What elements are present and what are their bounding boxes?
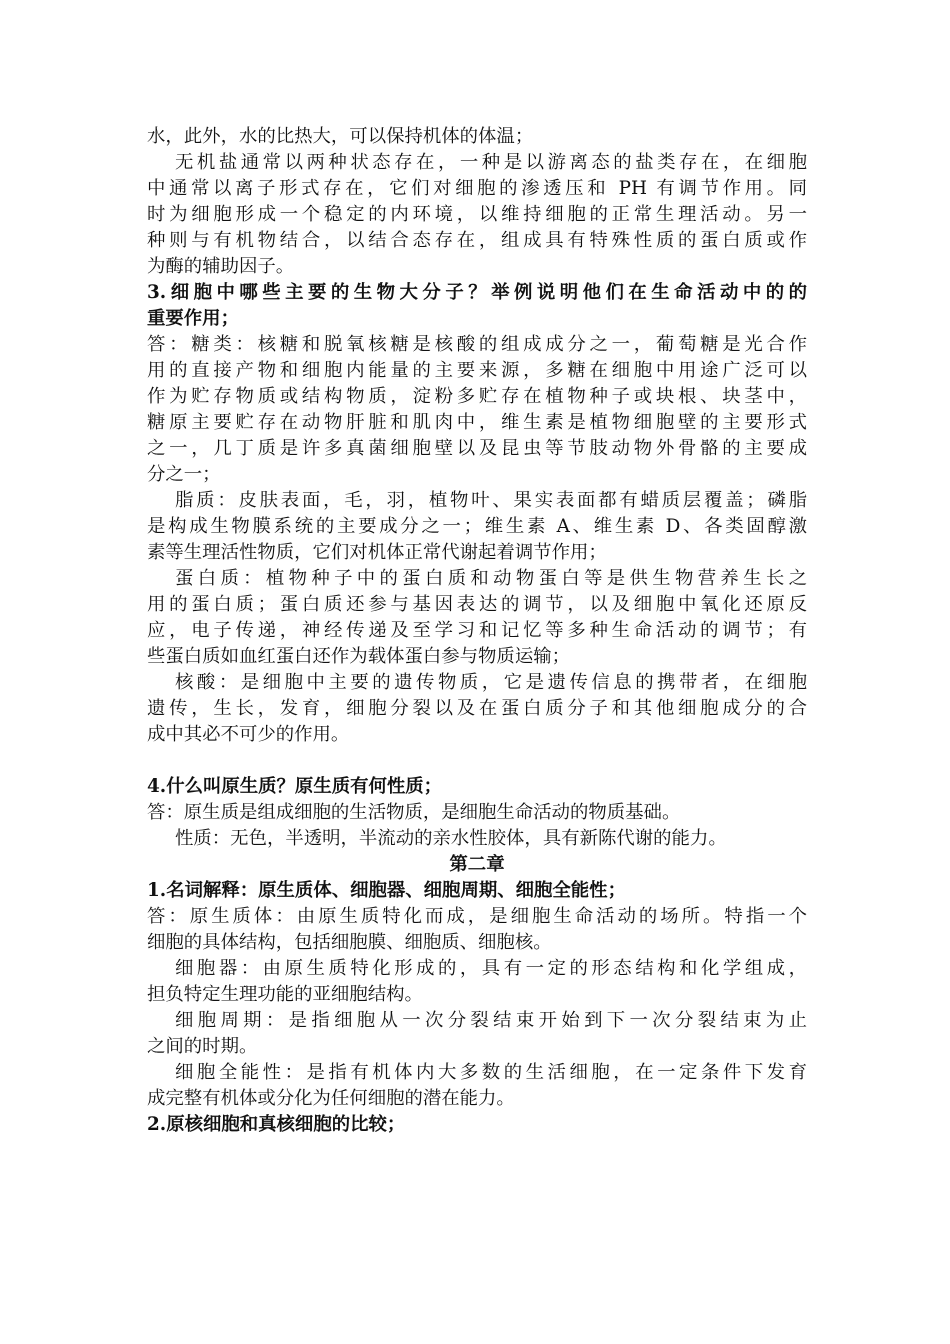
- text-line: 核酸：是细胞中主要的遗传物质，它是遗传信息的携带者，在细胞: [175, 672, 807, 693]
- question-heading: 3.细胞中哪些主要的生物大分子？举例说明他们在生命活动中的的: [147, 282, 807, 303]
- text-line: 糖原主要贮存在动物肝脏和肌肉中，维生素是植物细胞壁的主要形式: [147, 412, 807, 433]
- text-line: 水，此外，水的比热大，可以保持机体的体温；: [147, 126, 534, 147]
- text-line: 时为细胞形成一个稳定的内环境，以维持细胞的正常生理活动。另一: [147, 204, 807, 225]
- question-heading: 1.名词解释：原生质体、细胞器、细胞周期、细胞全能性；: [147, 880, 626, 901]
- text-line: 答：原生质是组成细胞的生活物质，是细胞生命活动的物质基础。: [147, 802, 681, 823]
- text-line: 蛋白质：植物种子中的蛋白质和动物蛋白等是供生物营养生长之: [175, 568, 807, 589]
- text-line: 答：原生质体：由原生质特化而成，是细胞生命活动的场所。特指一个: [147, 906, 807, 927]
- question-heading: 2.原核细胞和真核细胞的比较；: [147, 1114, 406, 1135]
- chapter-title: 第二章: [449, 854, 505, 875]
- question-heading: 4.什么叫原生质？原生质有何性质；: [147, 776, 443, 797]
- text-line: 细胞器：由原生质特化形成的，具有一定的形态结构和化学组成，: [175, 958, 807, 979]
- text-line: 之间的时期。: [147, 1036, 258, 1057]
- blank-line: [147, 748, 807, 774]
- text-line: 细胞周期：是指细胞从一次分裂结束开始到下一次分裂结束为止: [175, 1010, 807, 1031]
- text-line: 作为贮存物质或结构物质，淀粉多贮存在植物种子或块根、块茎中，: [147, 386, 807, 407]
- document-page: [147, 124, 807, 1138]
- text-line: 应，电子传递，神经传递及至学习和记忆等多种生命活动的调节；有: [147, 620, 807, 641]
- text-line: 是构成生物膜系统的主要成分之一；维生素 A、维生素 D、各类固醇激: [147, 516, 807, 537]
- text-line: 细胞全能性：是指有机体内大多数的生活细胞，在一定条件下发育: [175, 1062, 807, 1083]
- text-line: 用的直接产物和细胞内能量的主要来源，多糖在细胞中用途广泛可以: [147, 360, 807, 381]
- text-line: 担负特定生理功能的亚细胞结构。: [147, 984, 423, 1005]
- text-line: 素等生理活性物质，它们对机体正常代谢起着调节作用；: [147, 542, 607, 563]
- question-heading: 重要作用；: [147, 308, 239, 329]
- text-line: 无机盐通常以两种状态存在，一种是以游离态的盐类存在，在细胞: [175, 152, 807, 173]
- text-line: 中通常以离子形式存在，它们对细胞的渗透压和 PH 有调节作用。同: [147, 178, 807, 199]
- text-line: 答：糖类：核糖和脱氧核糖是核酸的组成成分之一，葡萄糖是光合作: [147, 334, 807, 355]
- text-line: 性质：无色，半透明，半流动的亲水性胶体，具有新陈代谢的能力。: [175, 828, 727, 849]
- text-line: 为酶的辅助因子。: [147, 256, 295, 277]
- text-line: 用的蛋白质；蛋白质还参与基因表达的调节，以及细胞中氧化还原反: [147, 594, 807, 615]
- text-line: 遗传，生长，发育，细胞分裂以及在蛋白质分子和其他细胞成分的合: [147, 698, 807, 719]
- text-line: 成中其必不可少的作用。: [147, 724, 350, 745]
- text-line: 之一，几丁质是许多真菌细胞壁以及昆虫等节肢动物外骨骼的主要成: [147, 438, 807, 459]
- text-line: 细胞的具体结构，包括细胞膜、细胞质、细胞核。: [147, 932, 552, 953]
- text-line: 些蛋白质如血红蛋白还作为载体蛋白参与物质运输；: [147, 646, 570, 667]
- text-line: 成完整有机体或分化为任何细胞的潜在能力。: [147, 1088, 515, 1109]
- text-line: 分之一；: [147, 464, 221, 485]
- text-line: 脂质：皮肤表面，毛，羽，植物叶、果实表面都有蜡质层覆盖；磷脂: [175, 490, 807, 511]
- text-line: 种则与有机物结合，以结合态存在，组成具有特殊性质的蛋白质或作: [147, 230, 807, 251]
